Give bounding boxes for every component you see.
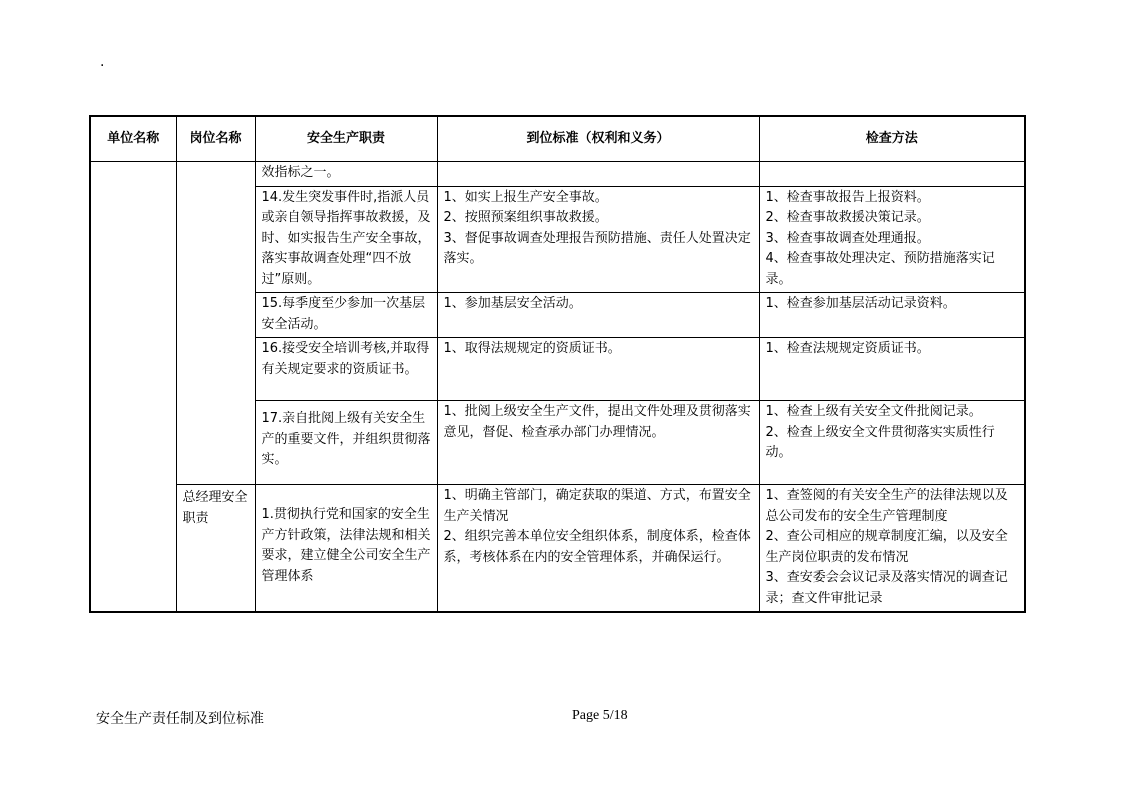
standard-cell — [437, 485, 759, 613]
standard-cell — [437, 338, 759, 401]
duty-cell — [255, 485, 437, 613]
header-unit: 单位名称 — [90, 116, 176, 162]
page-number: Page 5/18 — [572, 708, 628, 723]
post-cell — [176, 162, 255, 485]
standard-cell — [437, 162, 759, 187]
duty-cell — [255, 293, 437, 338]
cell-line: 1、明确主管部门，确定获取的渠道、方式，布置安全生产关情况 — [443, 488, 751, 524]
standard-cell — [437, 293, 759, 338]
duty-cell — [255, 401, 437, 485]
cell-line: 17.亲自批阅上级有关安全生产的重要文件，并组织贯彻落实。 — [261, 411, 431, 467]
method-cell — [759, 338, 1025, 401]
cell-line: 1、查签阅的有关安全生产的法律法规以及总公司发布的安全生产管理制度 — [765, 488, 1008, 524]
cell-line: 16.接受安全培训考核,并取得有关规定要求的资质证书。 — [261, 341, 430, 377]
cell-line: 2、组织完善本单位安全组织体系，制度体系，检查体系，考核体系在内的安全管理体系，并确保运行。 — [443, 529, 751, 565]
duty-table — [89, 115, 1026, 613]
cell-line: 1、参加基层安全活动。 — [443, 296, 582, 311]
cell-line: 14.发生突发事件时,指派人员或亲自领导指挥事故救援，及时、如实报告生产安全事故，落实事故调查处理“四不放过”原则。 — [261, 189, 431, 287]
table-row — [90, 162, 1025, 187]
post-cell-general-manager: 总经理安全职责 — [176, 485, 255, 613]
standard-cell — [437, 186, 759, 293]
header-standard: 到位标准（权利和义务） — [437, 116, 759, 162]
method-cell — [759, 162, 1025, 187]
duty-cell — [255, 186, 437, 293]
cell-line: 1、批阅上级安全生产文件，提出文件处理及贯彻落实意见，督促、检查承办部门办理情况。 — [443, 404, 751, 440]
table-row — [90, 485, 1025, 613]
method-cell — [759, 485, 1025, 613]
method-cell — [759, 401, 1025, 485]
footer-title: 安全生产责任制及到位标准 — [96, 711, 264, 727]
standard-cell — [437, 401, 759, 485]
cell-line: 3、检查事故调查处理通报。 — [765, 230, 930, 246]
cell-line: 2、查公司相应的规章制度汇编，以及安全生产岗位职责的发布情况 — [765, 529, 1008, 565]
cell-line: 1、如实上报生产安全事故。 — [443, 189, 608, 205]
header-method: 检查方法 — [759, 116, 1025, 162]
cell-line: 2、检查上级安全文件贯彻落实实质性行动。 — [765, 424, 995, 460]
table-header-row — [90, 116, 1025, 162]
cell-line: 15.每季度至少参加一次基层安全活动。 — [261, 296, 426, 332]
cell-line: 2、检查事故救援决策记录。 — [765, 210, 930, 225]
cell-line: 1、检查上级有关安全文件批阅记录。 — [765, 404, 982, 419]
cell-line: 4、检查事故处理决定、预防措施落实记录。 — [765, 251, 995, 287]
cell-line: 3、查安委会会议记录及落实情况的调查记录；查文件审批记录 — [765, 570, 1008, 606]
method-cell — [759, 186, 1025, 293]
header-post: 岗位名称 — [176, 116, 255, 162]
cell-line: 1、检查参加基层活动记录资料。 — [765, 296, 956, 311]
cell-line: 3、督促事故调查处理报告预防措施、责任人处置决定落实。 — [443, 230, 751, 266]
cell-line: 1、检查法规规定资质证书。 — [765, 341, 930, 356]
duty-cell — [255, 162, 437, 187]
method-cell — [759, 293, 1025, 338]
cell-line: 1、取得法规规定的资质证书。 — [443, 341, 621, 356]
duty-cell — [255, 338, 437, 401]
page-mark: . — [100, 54, 105, 70]
unit-cell — [90, 162, 176, 613]
cell-line: 1、检查事故报告上报资料。 — [765, 189, 930, 205]
header-duty: 安全生产职责 — [255, 116, 437, 162]
cell-line: 1.贯彻执行党和国家的安全生产方针政策，法律法规和相关要求，建立健全公司安全生产管理体系 — [261, 507, 431, 584]
cell-line: 效指标之一。 — [261, 165, 340, 180]
cell-line: 2、按照预案组织事故救援。 — [443, 210, 608, 225]
